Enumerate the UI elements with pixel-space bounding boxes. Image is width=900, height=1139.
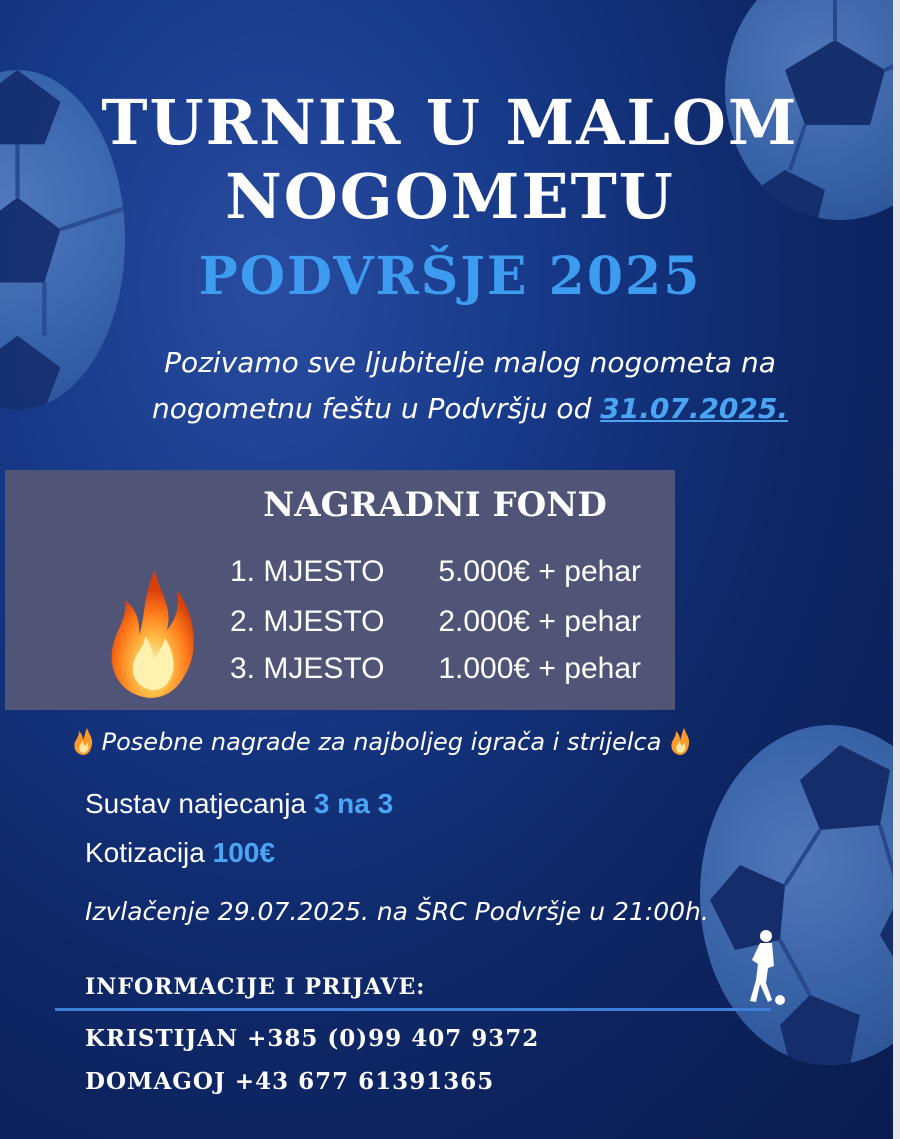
prize-fund-box	[5, 470, 675, 710]
intro-body: Pozivamo sve ljubitelje malog nogometa na nogometnu feštu u Podvršju od	[151, 346, 776, 425]
title-line-2: NOGOMETU	[225, 160, 675, 233]
competition-system-value: 3 na 3	[313, 788, 394, 819]
prize-amount: 1.000€ + pehar	[438, 652, 642, 685]
intro-date: 31.07.2025.	[600, 392, 789, 425]
competition-system-label: Sustav natjecanja	[85, 788, 307, 819]
contact-entry	[85, 1025, 539, 1052]
fire-icon	[72, 726, 94, 756]
competition-system	[85, 788, 393, 820]
special-awards-text: Posebne nagrade za najboljeg igrača i strijelca	[101, 728, 662, 756]
special-awards	[72, 726, 691, 756]
contact-name: DOMAGOJ	[85, 1068, 226, 1095]
prize-place: 3. MJESTO	[230, 652, 385, 685]
subtitle: PODVRŠJE 2025	[198, 246, 702, 307]
contact-title: INFORMACIJE I PRIJAVE:	[85, 974, 426, 1000]
prize-amount: 5.000€ + pehar	[438, 555, 642, 588]
prize-row	[230, 555, 670, 589]
title-line-1: TURNIR U MALOM	[101, 86, 799, 159]
page-edge	[893, 0, 900, 1139]
soccer-ball-icon	[700, 725, 900, 1065]
divider	[55, 1008, 771, 1011]
prize-row	[230, 652, 670, 686]
prize-place: 1. MJESTO	[230, 555, 385, 588]
entry-fee-label: Kotizacija	[85, 837, 205, 868]
prize-row	[230, 605, 670, 639]
fire-icon	[105, 550, 200, 700]
prize-place: 2. MJESTO	[230, 605, 385, 638]
draw-info: Izvlačenje 29.07.2025. na ŠRC Podvršje u 21:00h.	[85, 897, 709, 926]
fire-icon	[669, 726, 691, 756]
prize-fund-title: NAGRADNI FOND	[263, 485, 607, 525]
prize-amount: 2.000€ + pehar	[438, 605, 642, 638]
soccer-player-icon	[738, 928, 788, 1008]
entry-fee	[85, 837, 275, 869]
entry-fee-value: 100€	[212, 837, 275, 868]
intro-text	[90, 340, 850, 432]
contact-name: KRISTIJAN	[85, 1025, 239, 1052]
contact-phone: +385 (0)99 407 9372	[247, 1025, 540, 1052]
contact-phone: +43 677 61391365	[234, 1068, 495, 1095]
contact-entry	[85, 1068, 494, 1095]
